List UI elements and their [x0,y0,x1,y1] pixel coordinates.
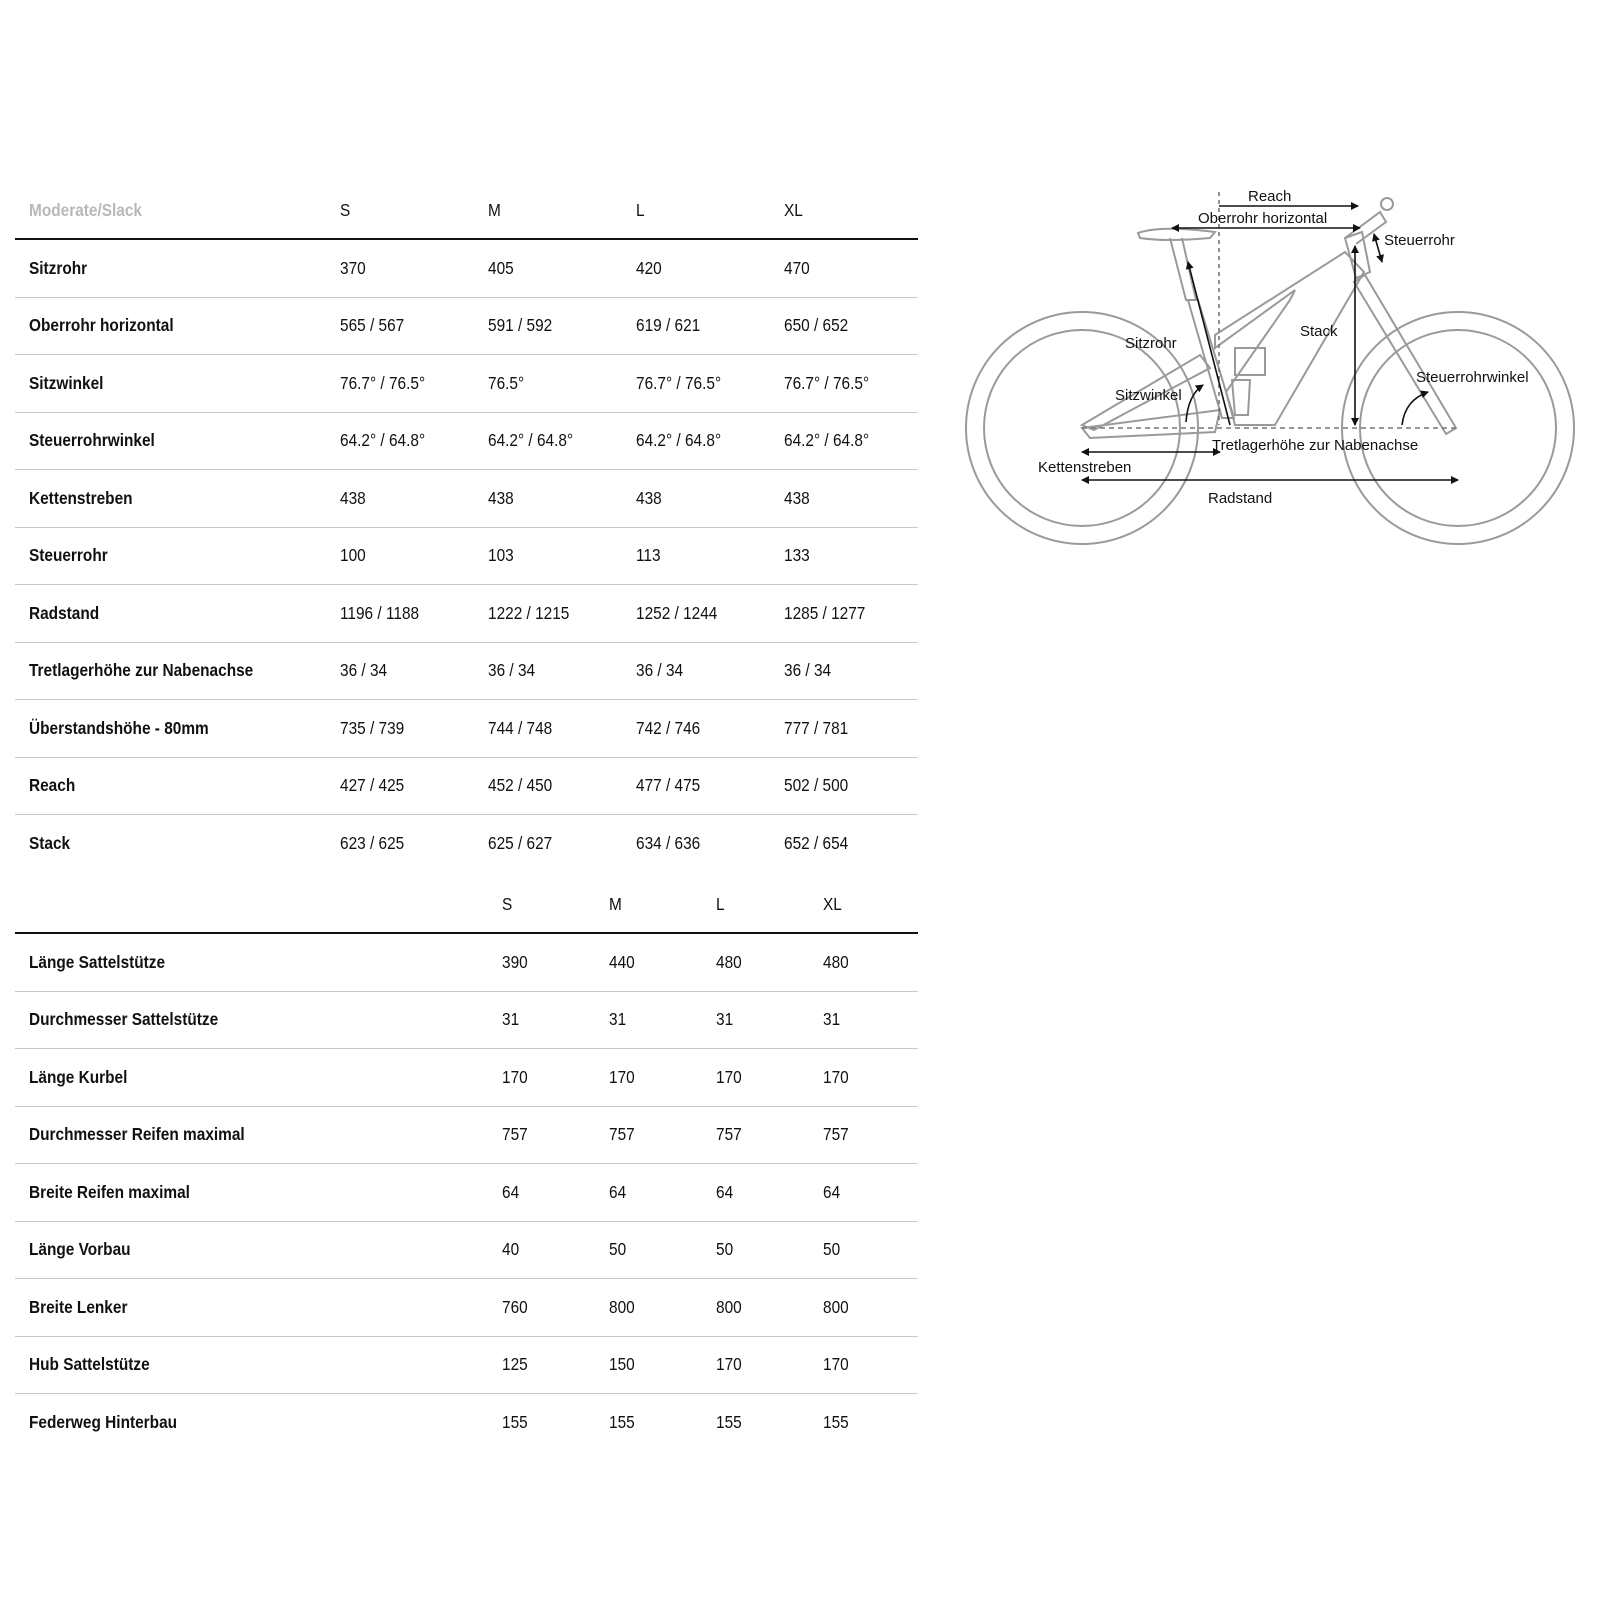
head-tube [1345,232,1370,278]
geometry-row [15,355,918,413]
row-label: Steuerrohr [29,545,108,566]
row-label: Hub Sattelstütze [29,1354,150,1375]
value-size-m: 1222 / 1215 [488,602,570,623]
value-size-l: 1252 / 1244 [636,602,718,623]
bike-geometry-diagram [960,185,1600,555]
label-chainstay: Kettenstreben [1038,459,1132,476]
value-size-xl: 650 / 652 [784,315,849,336]
geometry-row [15,528,918,586]
value-size-xl: 438 [784,487,810,508]
value-size-xl: 502 / 500 [784,775,849,796]
chainstay [1082,410,1220,438]
value-size-m: 757 [609,1124,635,1145]
value-size-l: 76.7° / 76.5° [636,372,722,393]
size-header-m: M [609,893,622,914]
value-size-l: 800 [716,1296,742,1317]
value-size-xl: 170 [823,1354,849,1375]
value-size-s: 427 / 425 [340,775,405,796]
value-size-s: 565 / 567 [340,315,405,336]
components-row [15,992,918,1050]
value-size-s: 64.2° / 64.8° [340,430,426,451]
value-size-xl: 31 [823,1009,841,1030]
row-label: Durchmesser Reifen maximal [29,1124,245,1145]
value-size-m: 103 [488,545,514,566]
value-size-s: 370 [340,257,366,278]
value-size-xl: 800 [823,1296,849,1317]
value-size-l: 170 [716,1354,742,1375]
value-size-s: 36 / 34 [340,660,388,681]
value-size-m: 744 / 748 [488,717,553,738]
components-row [15,934,918,992]
bar-end [1381,198,1393,210]
row-label: Oberrohr horizontal [29,315,174,336]
components-row [15,1164,918,1222]
value-size-l: 155 [716,1411,742,1432]
row-label: Breite Reifen maximal [29,1181,190,1202]
size-header-l: L [716,893,725,914]
value-size-m: 76.5° [488,372,525,393]
label-bb-drop: Tretlagerhöhe zur Nabenachse [1212,437,1419,454]
value-size-m: 155 [609,1411,635,1432]
geometry-row [15,470,918,528]
value-size-m: 800 [609,1296,635,1317]
value-size-s: 1196 / 1188 [340,602,420,623]
value-size-s: 40 [502,1239,520,1260]
value-size-m: 150 [609,1354,635,1375]
value-size-s: 155 [502,1411,528,1432]
value-size-s: 170 [502,1066,528,1087]
value-size-xl: 133 [784,545,810,566]
value-size-s: 735 / 739 [340,717,405,738]
head-tube-arrow [1374,234,1382,262]
dimension-labels [1038,188,1529,507]
components-row [15,1337,918,1395]
size-header-l: L [636,199,645,220]
geometry-row [15,240,918,298]
row-label: Überstandshöhe - 80mm [29,717,209,738]
geometry-table [15,182,918,872]
components-row [15,1049,918,1107]
value-size-xl: 64.2° / 64.8° [784,430,870,451]
components-row [15,1394,918,1451]
components-table [15,876,918,1451]
components-row [15,1222,918,1280]
value-size-s: 31 [502,1009,520,1030]
table-header-label: Moderate/Slack [29,199,142,220]
geometry-table-header [15,182,918,240]
size-header-m: M [488,199,501,220]
value-size-s: 760 [502,1296,528,1317]
value-size-s: 390 [502,951,528,972]
row-label: Länge Vorbau [29,1239,131,1260]
value-size-xl: 155 [823,1411,849,1432]
value-size-l: 36 / 34 [636,660,684,681]
label-head-tube: Steuerrohr [1384,232,1455,249]
value-size-l: 477 / 475 [636,775,701,796]
row-label: Steuerrohrwinkel [29,430,155,451]
label-reach: Reach [1248,188,1292,205]
value-size-m: 50 [609,1239,627,1260]
value-size-s: 64 [502,1181,520,1202]
geometry-row [15,298,918,356]
components-row [15,1107,918,1165]
value-size-m: 31 [609,1009,627,1030]
value-size-l: 31 [716,1009,734,1030]
top-tube-down-tube [1215,252,1364,425]
value-size-xl: 64 [823,1181,841,1202]
label-head-angle: Steuerrohrwinkel [1416,369,1529,386]
value-size-l: 438 [636,487,662,508]
size-header-s: S [340,199,351,220]
label-stack: Stack [1300,323,1338,340]
geometry-row [15,643,918,701]
value-size-l: 480 [716,951,742,972]
value-size-m: 64.2° / 64.8° [488,430,574,451]
label-top-tube: Oberrohr horizontal [1198,210,1328,227]
front-wheel-outer [1342,312,1574,544]
value-size-xl: 170 [823,1066,849,1087]
value-size-m: 625 / 627 [488,832,553,853]
row-label: Sitzrohr [29,257,88,278]
geometry-row [15,413,918,471]
value-size-xl: 777 / 781 [784,717,849,738]
label-wheelbase: Radstand [1208,490,1273,507]
row-label: Durchmesser Sattelstütze [29,1009,219,1030]
value-size-m: 591 / 592 [488,315,553,336]
value-size-m: 438 [488,487,514,508]
value-size-m: 452 / 450 [488,775,553,796]
label-seat-angle: Sitzwinkel [1115,387,1182,404]
value-size-l: 113 [636,545,661,566]
value-size-l: 619 / 621 [636,315,701,336]
row-label: Breite Lenker [29,1296,128,1317]
value-size-xl: 50 [823,1239,841,1260]
value-size-xl: 652 / 654 [784,832,849,853]
value-size-s: 438 [340,487,366,508]
value-size-xl: 757 [823,1124,849,1145]
value-size-s: 125 [502,1354,528,1375]
size-header-xl: XL [784,199,803,220]
value-size-m: 440 [609,951,635,972]
value-size-l: 742 / 746 [636,717,701,738]
linkage [1232,380,1250,415]
value-size-l: 420 [636,257,662,278]
row-label: Tretlagerhöhe zur Nabenachse [29,660,254,681]
row-label: Federweg Hinterbau [29,1411,178,1432]
geometry-row [15,815,918,872]
value-size-l: 757 [716,1124,742,1145]
value-size-l: 64 [716,1181,734,1202]
row-label: Radstand [29,602,100,623]
geometry-row [15,758,918,816]
value-size-m: 405 [488,257,514,278]
geometry-row [15,700,918,758]
value-size-xl: 470 [784,257,810,278]
value-size-l: 64.2° / 64.8° [636,430,722,451]
size-header-s: S [502,893,513,914]
label-seat-tube: Sitzrohr [1125,335,1177,352]
components-table-header [15,876,918,934]
row-label: Sitzwinkel [29,372,104,393]
value-size-m: 170 [609,1066,635,1087]
value-size-l: 634 / 636 [636,832,701,853]
row-label: Kettenstreben [29,487,133,508]
value-size-l: 50 [716,1239,734,1260]
value-size-s: 623 / 625 [340,832,405,853]
value-size-m: 36 / 34 [488,660,536,681]
geometry-row [15,585,918,643]
value-size-xl: 36 / 34 [784,660,832,681]
value-size-s: 100 [340,545,366,566]
seatpost [1170,238,1196,300]
components-row [15,1279,918,1337]
value-size-xl: 76.7° / 76.5° [784,372,870,393]
row-label: Länge Sattelstütze [29,951,166,972]
value-size-xl: 1285 / 1277 [784,602,866,623]
row-label: Reach [29,775,76,796]
size-header-xl: XL [823,893,842,914]
row-label: Stack [29,832,71,853]
value-size-m: 64 [609,1181,627,1202]
row-label: Länge Kurbel [29,1066,128,1087]
value-size-l: 170 [716,1066,742,1087]
value-size-s: 757 [502,1124,528,1145]
value-size-xl: 480 [823,951,849,972]
value-size-s: 76.7° / 76.5° [340,372,426,393]
saddle [1138,229,1215,240]
